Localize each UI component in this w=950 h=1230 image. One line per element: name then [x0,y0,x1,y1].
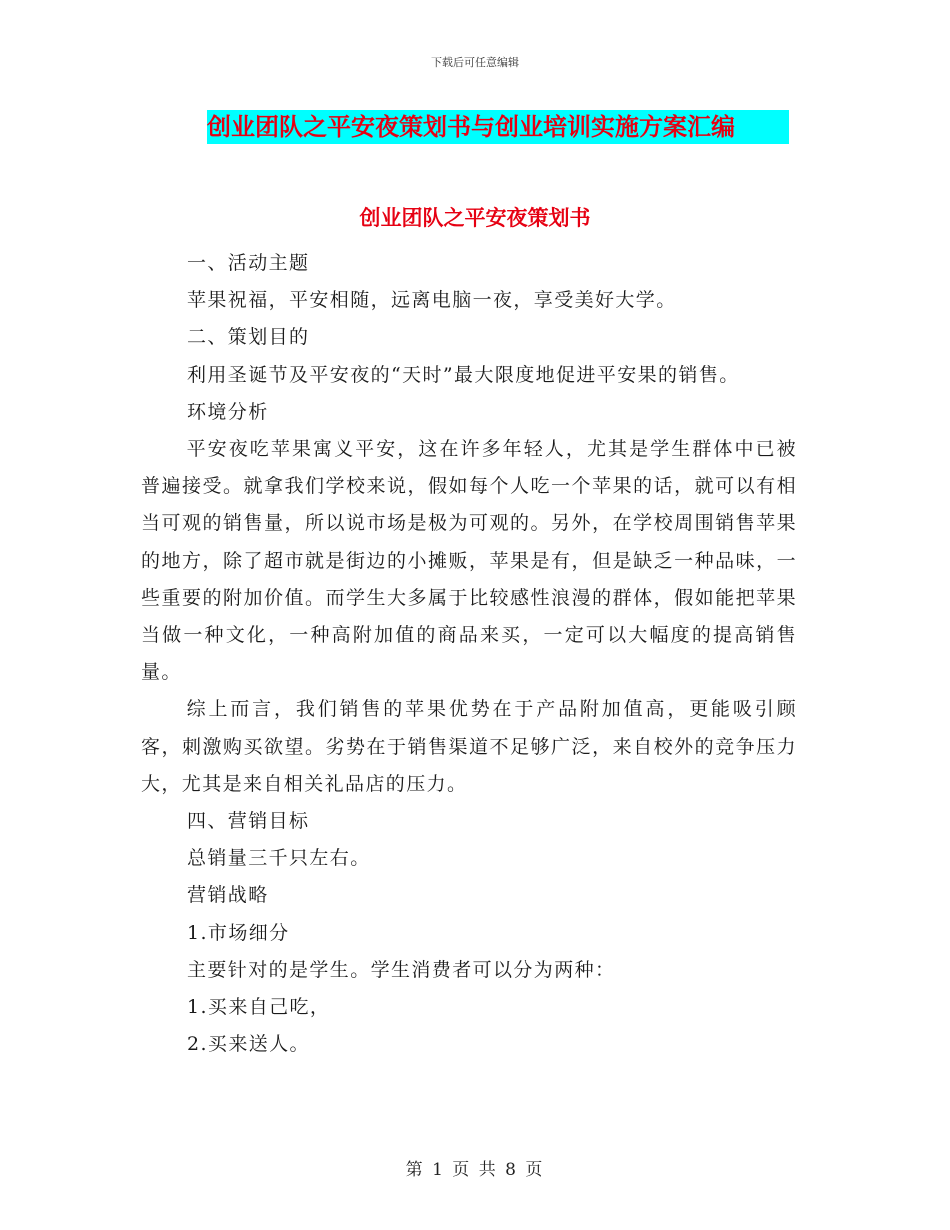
main-title-highlight [207,110,789,144]
goal-text: 总销量三千只左右。 [187,847,371,870]
list-item: 1.买来自己吃， [187,996,331,1019]
purpose-text: 利用圣诞节及平安夜的“天时”最大限度地促进平安果的销售。 [187,363,740,386]
section-title: 创业团队之平安夜策划书 [359,205,591,230]
market-segmentation: 1.市场细分 [187,921,290,944]
heading-planning-purpose: 二、策划目的 [187,326,310,349]
target-text: 主要针对的是学生。学生消费者可以分为两种： [187,958,616,981]
heading-marketing-goal: 四、营销目标 [187,810,310,833]
environment-paragraph: 平安夜吃苹果寓义平安，这在许多年轻人，尤其是学生群体中已被普遍接受。就拿我们学校来说，假如每个人吃一个苹果的话，就可以有相当可观的销售量，所以说市场是极为可观的。另外，在学校周围销售苹果的地方，除了超市就是街边的小摊贩，苹果是有，但是缺乏一种品味，一些重要的附加价值。而学生大多属于比较感性浪漫的群体，假如能把苹果当做一种文化，一种高附加值的商品来买，一定可以大幅度的提高销售量。 [141,438,797,684]
heading-marketing-strategy: 营销战略 [187,884,269,907]
page-number: 第 1 页 共 8 页 [405,1160,545,1180]
list-item: 2.买来送人。 [187,1033,310,1056]
main-title: 创业团队之平安夜策划书与创业培训实施方案汇编 [207,112,735,141]
heading-environment-analysis: 环境分析 [187,400,269,423]
theme-text: 苹果祝福，平安相随，远离电脑一夜，享受美好大学。 [187,289,677,312]
heading-activity-theme: 一、活动主题 [187,252,310,274]
document-body [141,245,797,1063]
summary-paragraph: 综上而言，我们销售的苹果优势在于产品附加值高，更能吸引顾客，刺激购买欲望。劣势在于销售渠道不足够广泛，来自校外的竞争压力大，尤其是来自相关礼品店的压力。 [141,698,797,795]
header-note: 下载后可任意编辑 [431,56,519,69]
